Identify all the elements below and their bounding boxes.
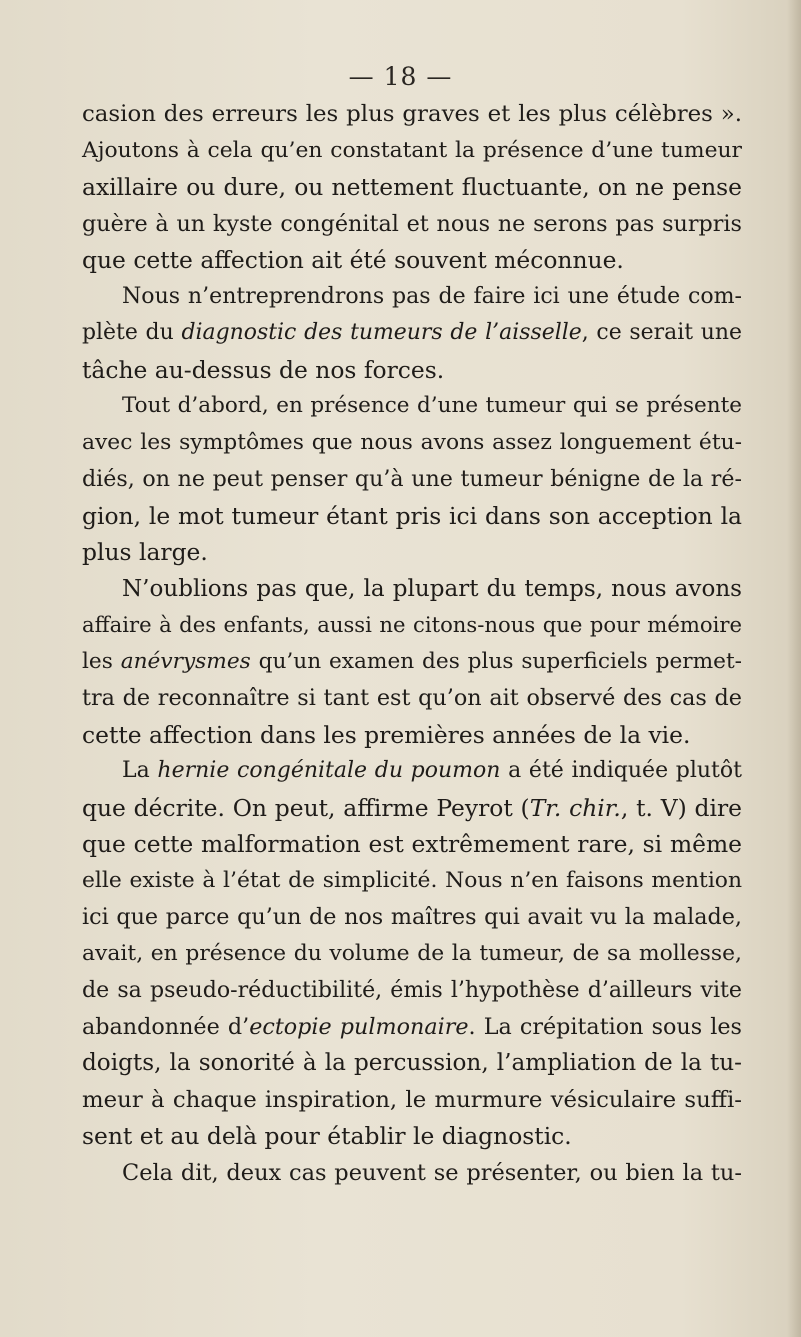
line-text: tâche au-dessus de nos forces. — [82, 355, 445, 384]
line-text: les — [82, 648, 121, 674]
italic-term: Tr. chir. — [529, 793, 621, 822]
text-line — [82, 461, 742, 498]
line-text: La — [122, 758, 158, 783]
text-line — [82, 498, 742, 535]
text-line — [82, 826, 742, 863]
text-line — [82, 315, 742, 352]
text-line — [82, 242, 742, 279]
line-text: Ajoutons à cela qu’en constatant la présence d’une tumeur — [82, 137, 742, 163]
text-line — [82, 206, 742, 243]
line-text: a été indiquée plutôt — [500, 758, 742, 783]
text-line — [82, 790, 742, 827]
line-text: abandonnée d’ — [82, 1013, 250, 1040]
text-line — [82, 607, 742, 644]
line-text: Nous n’entreprendrons pas de faire ici une étude com- — [122, 283, 742, 309]
line-text: , ce serait une — [581, 320, 743, 345]
text-line — [82, 972, 742, 1009]
italic-term: diagnostic des tumeurs de l’aisselle — [181, 320, 582, 345]
line-text: elle existe à l’état de simplicité. Nous n’en faisons mention — [82, 867, 742, 893]
text-line — [82, 863, 742, 900]
text-line — [82, 680, 742, 717]
page-number: — 18 — — [348, 62, 453, 91]
italic-term: ectopie pulmonaire — [249, 1013, 469, 1040]
text-line — [82, 352, 742, 389]
text-line — [82, 936, 742, 973]
line-text: doigts, la sonorité à la percussion, l’ampliation de la tu- — [82, 1050, 742, 1076]
text-line — [82, 571, 742, 608]
text-line — [82, 169, 742, 206]
line-text: ici que parce qu’un de nos maîtres qui avait vu la malade, — [82, 904, 742, 930]
line-text: cette affection dans les premières années de la vie. — [82, 720, 691, 749]
line-text: que cette malformation est extrêmement rare, si même — [82, 830, 742, 858]
line-text: meur à chaque inspiration, le murmure vésiculaire suffi- — [82, 1086, 742, 1113]
line-text: casion des erreurs les plus graves et les plus célèbres ». — [82, 101, 742, 127]
text-line — [82, 899, 742, 936]
line-text: gion, le mot tumeur étant pris ici dans son acception la — [82, 501, 742, 530]
line-text: qu’un examen des plus superficiels permet- — [250, 648, 742, 674]
italic-term: anévrysmes — [120, 648, 251, 674]
line-text: que décrite. On peut, affirme Peyrot ( — [82, 793, 530, 822]
text-line — [82, 1045, 742, 1082]
text-line — [82, 717, 742, 754]
line-text: avait, en présence du volume de la tumeur, de sa mollesse, — [82, 940, 742, 966]
text-line — [82, 753, 742, 790]
line-text: N’oublions pas que, la plupart du temps, nous avons — [122, 575, 742, 602]
text-line — [82, 425, 742, 462]
line-text: sent et au delà pour établir le diagnostic. — [82, 1122, 572, 1150]
line-text: Tout d’abord, en présence d’une tumeur qui se présente — [122, 393, 742, 418]
line-text: plus large. — [82, 538, 208, 566]
text-line — [82, 1155, 742, 1192]
line-text: Cela dit, deux cas peuvent se présenter, ou bien la tu- — [122, 1159, 742, 1186]
page-edge-shadow — [787, 0, 801, 1337]
line-text: . La crépitation sous les — [468, 1013, 742, 1040]
text-line — [82, 279, 742, 316]
text-line — [82, 1082, 742, 1119]
line-text: tra de reconnaître si tant est qu’on ait observé des cas de — [82, 685, 742, 711]
text-line — [82, 133, 742, 170]
text-line — [82, 388, 742, 425]
line-text: axillaire ou dure, ou nettement fluctuante, on ne pense — [82, 173, 742, 201]
body-text — [82, 96, 742, 1191]
text-line — [82, 644, 742, 681]
line-text: plète du — [82, 320, 182, 345]
line-text: que cette affection ait été souvent méconnue. — [82, 246, 624, 274]
text-line — [82, 1118, 742, 1155]
text-line — [82, 1009, 742, 1046]
text-line — [82, 96, 742, 133]
line-text: , t. V) dire — [620, 793, 742, 822]
text-line — [82, 534, 742, 571]
italic-term: hernie congénitale du poumon — [157, 758, 501, 783]
line-text: diés, on ne peut penser qu’à une tumeur bénigne de la ré- — [82, 466, 742, 492]
line-text: avec les symptômes que nous avons assez longuement étu- — [82, 429, 742, 455]
line-text: de sa pseudo-réductibilité, émis l’hypothèse d’ailleurs vite — [82, 977, 742, 1003]
line-text: guère à un kyste congénital et nous ne serons pas surpris — [82, 210, 742, 237]
line-text: affaire à des enfants, aussi ne citons-nous que pour mémoire — [82, 612, 742, 637]
